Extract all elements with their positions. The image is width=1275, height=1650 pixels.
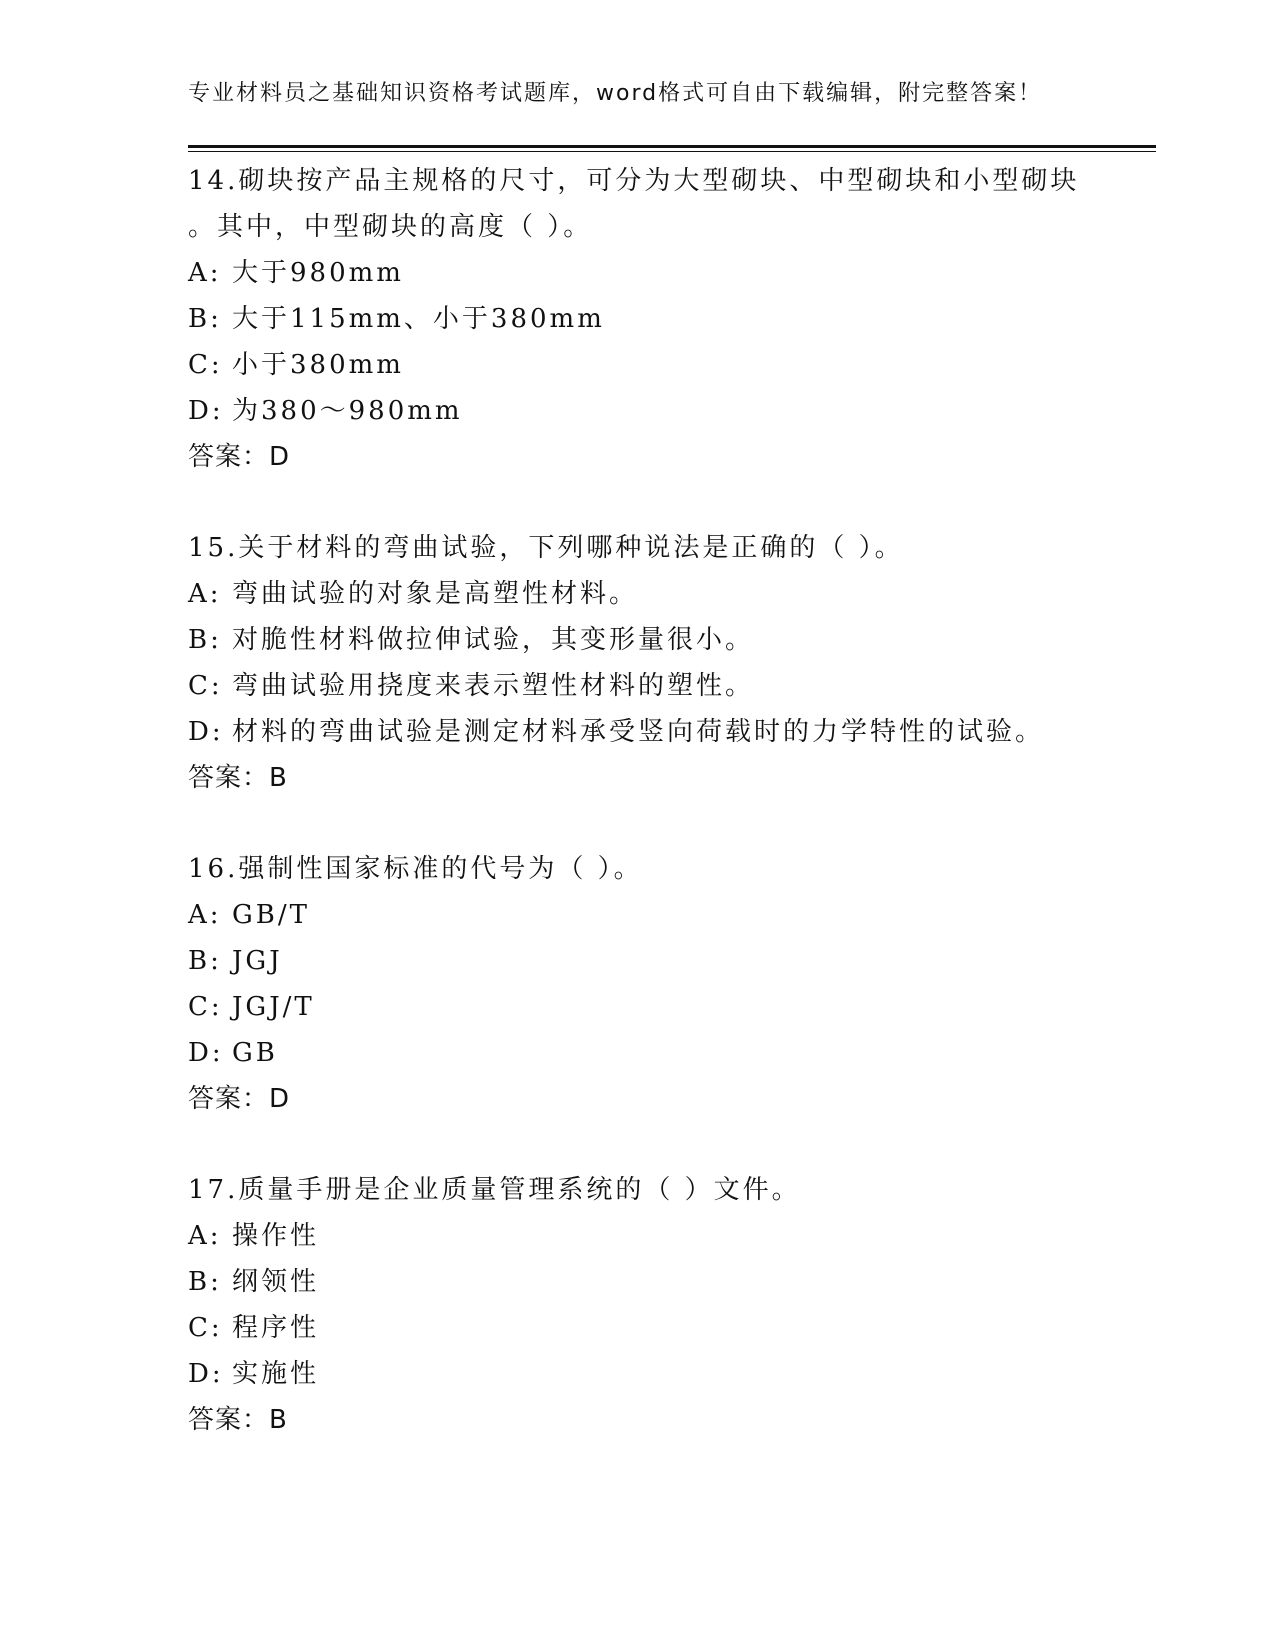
question-stem: 16.强制性国家标准的代号为（ ）。 — [188, 854, 643, 884]
option-text: JGJ — [232, 946, 283, 976]
question-stem: 14.砌块按产品主规格的尺寸，可分为大型砌块、中型砌块和小型砌块 — [188, 166, 1080, 196]
option-key: C: — [188, 992, 223, 1022]
question-stem: 17.质量手册是企业质量管理系统的（ ）文件。 — [188, 1175, 801, 1205]
header-rule-thick — [188, 145, 1156, 148]
option-key: A: — [188, 1221, 222, 1251]
option-key: B: — [188, 1267, 222, 1297]
answer-line: 答案：D — [188, 1084, 291, 1114]
answer-option — [188, 663, 1088, 709]
answer-option — [188, 1259, 1088, 1305]
option-text: 对脆性材料做拉伸试验，其变形量很小。 — [232, 625, 755, 655]
header-rule-thin — [188, 151, 1156, 152]
option-text: GB/T — [232, 900, 310, 930]
question-block — [188, 158, 1088, 480]
option-key: C: — [188, 671, 223, 701]
option-text: 纲领性 — [232, 1267, 320, 1297]
option-text: GB — [232, 1038, 278, 1068]
option-key: D: — [188, 717, 224, 747]
option-text: 操作性 — [232, 1221, 320, 1251]
answer-line: 答案：B — [188, 763, 288, 793]
question-block — [188, 525, 1088, 801]
option-text: 程序性 — [232, 1313, 320, 1343]
option-key: B: — [188, 304, 222, 334]
answer-option — [188, 617, 1088, 663]
option-key: A: — [188, 900, 222, 930]
page-header: 专业材料员之基础知识资格考试题库，word格式可自由下载编辑，附完整答案！ — [188, 81, 1043, 106]
option-key: A: — [188, 579, 222, 609]
option-key: D: — [188, 396, 224, 426]
option-text: 大于980mm — [232, 258, 404, 288]
answer-option — [188, 892, 1088, 938]
answer-option — [188, 938, 1088, 984]
answer-option — [188, 1030, 1088, 1076]
option-key: C: — [188, 1313, 223, 1343]
option-key: B: — [188, 946, 222, 976]
option-text: 材料的弯曲试验是测定材料承受竖向荷载时的力学特性的试验。 — [232, 717, 1045, 747]
option-key: D: — [188, 1359, 224, 1389]
answer-option — [188, 1213, 1088, 1259]
answer-line: 答案：D — [188, 442, 291, 472]
option-text: 弯曲试验的对象是高塑性材料。 — [232, 579, 639, 609]
answer-option — [188, 342, 1088, 388]
question-block — [188, 846, 1088, 1122]
answer-option — [188, 984, 1088, 1030]
question-stem: 15.关于材料的弯曲试验，下列哪种说法是正确的（ ）。 — [188, 533, 904, 563]
option-text: 弯曲试验用挠度来表示塑性材料的塑性。 — [232, 671, 755, 701]
answer-option — [188, 1305, 1088, 1351]
question-block — [188, 1167, 1088, 1443]
answer-option — [188, 388, 1088, 434]
option-key: A: — [188, 258, 222, 288]
question-stem: 。其中，中型砌块的高度（ ）。 — [188, 212, 593, 242]
question-list — [188, 158, 1088, 1488]
option-text: 实施性 — [232, 1359, 320, 1389]
answer-option — [188, 250, 1088, 296]
option-key: B: — [188, 625, 222, 655]
answer-option — [188, 571, 1088, 617]
option-text: 为380～980mm — [232, 396, 463, 426]
option-key: D: — [188, 1038, 224, 1068]
option-text: 小于380mm — [232, 350, 404, 380]
option-text: 大于115mm、小于380mm — [232, 304, 605, 334]
answer-option — [188, 296, 1088, 342]
answer-option — [188, 1351, 1088, 1397]
option-text: JGJ/T — [232, 992, 315, 1022]
answer-line: 答案：B — [188, 1405, 288, 1435]
answer-option — [188, 709, 1088, 755]
option-key: C: — [188, 350, 223, 380]
